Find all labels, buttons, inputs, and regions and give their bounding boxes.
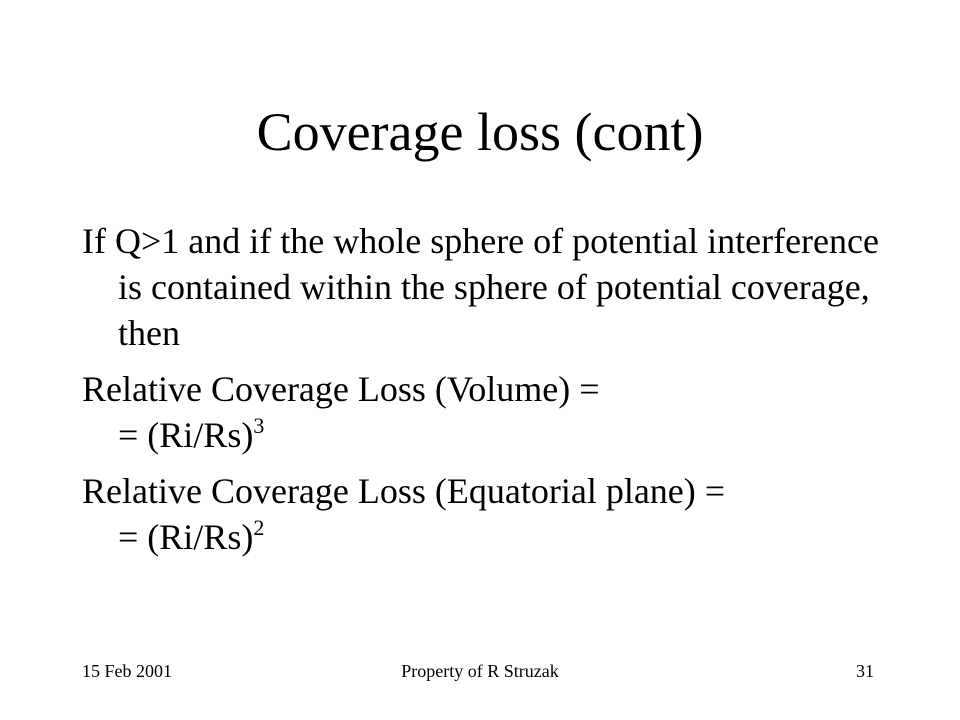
footer-owner: Property of R Struzak [401, 661, 559, 681]
plane-loss-formula: = (Ri/Rs) [118, 517, 254, 557]
plane-loss-paragraph [82, 468, 902, 560]
slide-body [82, 218, 902, 570]
plane-loss-label: Relative Coverage Loss (Equatorial plane) = [82, 471, 726, 511]
volume-loss-formula: = (Ri/Rs) [118, 415, 254, 455]
slide-title: Coverage loss (cont) [256, 102, 704, 162]
volume-loss-label: Relative Coverage Loss (Volume) = [82, 369, 600, 409]
plane-loss-exponent: 2 [253, 515, 265, 540]
footer-date: 15 Feb 2001 [82, 661, 172, 681]
volume-loss-paragraph [82, 366, 902, 458]
volume-loss-exponent: 3 [253, 413, 265, 438]
footer-page-number: 31 [856, 661, 874, 681]
condition-paragraph: If Q>1 and if the whole sphere of potential interference is contained within the sphere of potential coverage, then [82, 221, 879, 353]
